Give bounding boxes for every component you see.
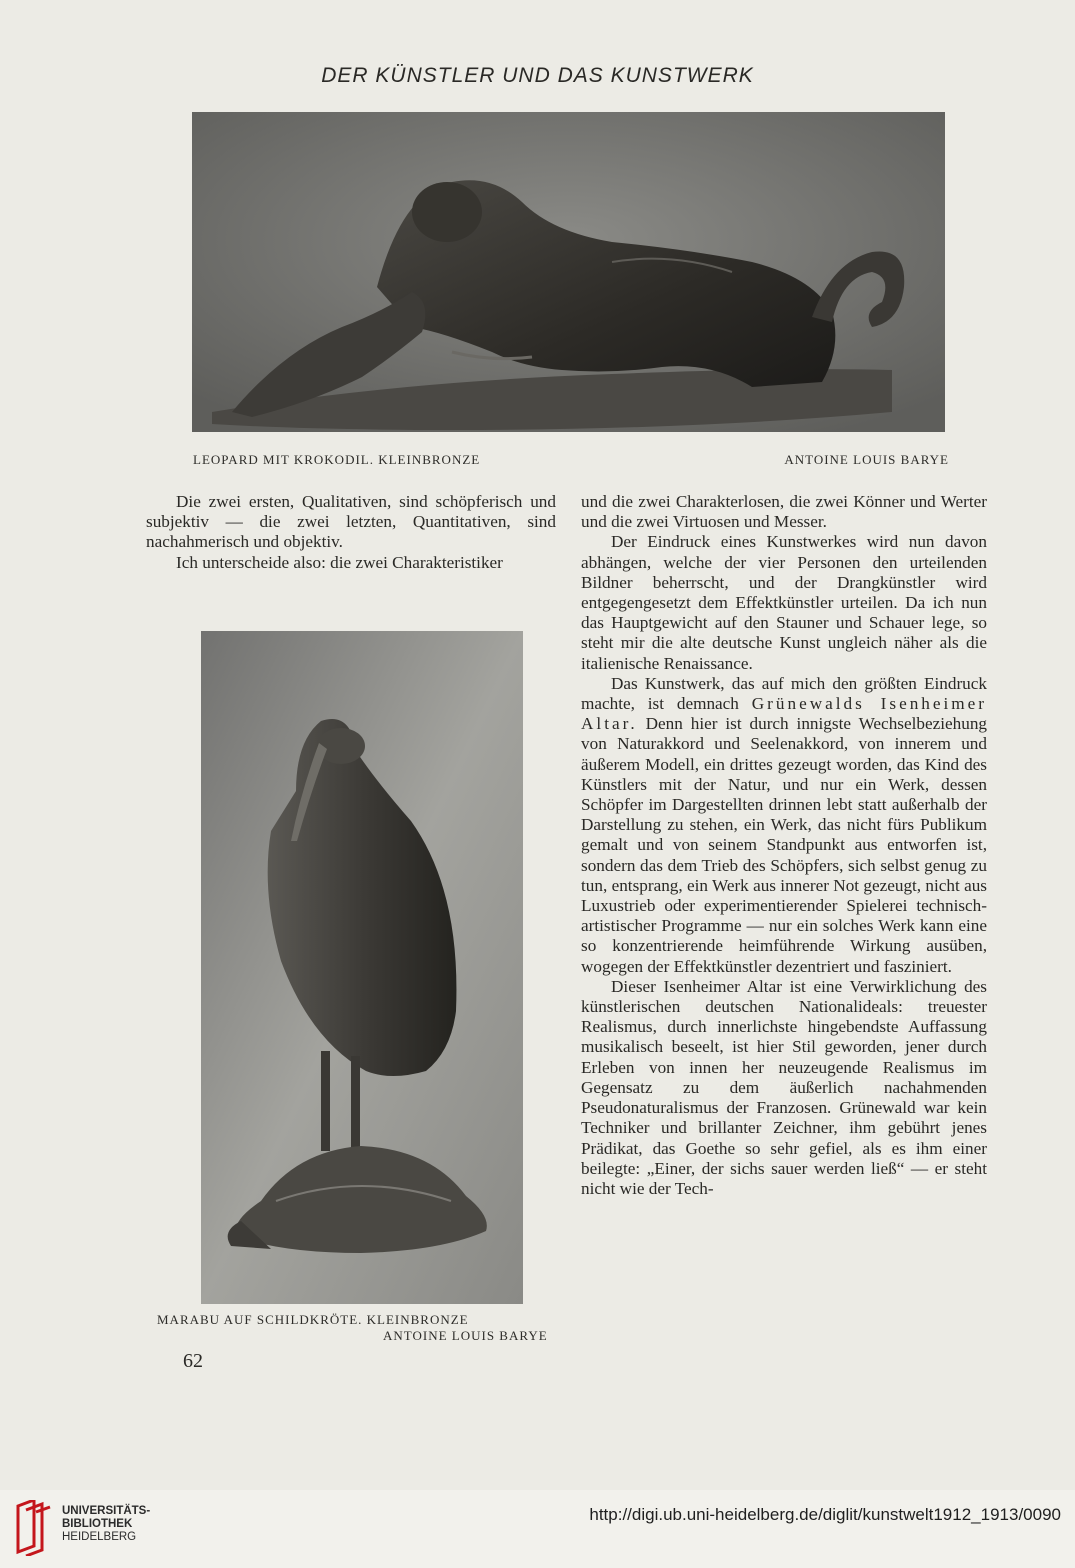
- right-paragraph-3: [581, 674, 987, 977]
- university-library-logo-icon: [14, 1500, 54, 1556]
- right-text-column: [581, 492, 987, 1199]
- library-name-line-2: BIBLIOTHEK: [62, 1518, 133, 1530]
- right-paragraph-3-rest: Denn hier ist durch innigste Wechselbeziehung von Naturakkord und Seelenakkord, von innerem und äußerem Modell, ein drittes gezeugt worden, das Kind des Künstlers mit der Natur, und nur ein Werk, dessen Schöpfer im Dargestellten drinnen lebt statt außerhalb der Darstellung zu stehen, ein Werk, das nicht fürs Publikum gemalt und von seinem Standpunkt aus entworfen ist, sondern das dem Trieb des Schöpfers, sich selbst genug zu tun, entsprang, ein Werk aus innerer Not gezeugt, nicht aus Luxustrieb oder experimentierender Spielerei technisch-artistischer Programme — nur ein solches Werk kann eine so konzentrierende heimführende Wirkung ausüben, wogegen der Effektkünstler dezentriert und fasziniert.: [581, 714, 988, 976]
- marabou-tortoise-bronze-image: [201, 631, 523, 1304]
- footer-bar: [0, 1490, 1075, 1568]
- library-name-line-3: HEIDELBERG: [62, 1531, 137, 1543]
- caption-top-title: LEOPARD MIT KROKODIL. KLEINBRONZE: [193, 452, 481, 467]
- running-head: DER KÜNSTLER UND DAS KUNSTWERK: [321, 64, 754, 87]
- caption-left-artist: ANTOINE LOUIS BARYE: [383, 1328, 548, 1343]
- right-paragraph-4: Dieser Isenheimer Altar ist eine Verwirklichung des künstlerischen deutschen Nationalideals: treuester Realismus, durch innerlichste hingebendste Auffassung musikalisch beseelt, ist hier Stil geworden, jener durch Erleben von innen her neuzeugende Realismus im Gegensatz zu dem äußerlich nachahmenden Pseudonaturalismus der Franzosen. Grünewald war kein Techniker und brillanter Zeichner, ihm gebührt jenes Prädikat, das Goethe so sehr gefiel, als es ihm einer beilegte: „Einer, der sichs sauer werden ließ“ — er steht nicht wie der Tech-: [581, 976, 987, 1198]
- right-paragraph-3-start: Das Kunstwerk, das auf mich den größten Eindruck machte, ist demnach: [581, 673, 987, 714]
- left-text-column: [146, 492, 556, 573]
- right-paragraph-1: und die zwei Charakterlosen, die zwei Könner und Werter und die zwei Virtuosen und Messer.: [581, 492, 987, 532]
- emphasized-work-title: Grünewalds Isenheimer Altar.: [581, 694, 988, 734]
- library-name-line-1: UNIVERSITÄTS-: [62, 1505, 151, 1517]
- left-paragraph-1: Die zwei ersten, Qualitativen, sind schöpferisch und subjektiv — die zwei letzten, Quantitativen, sind nachahmerisch und objektiv.: [146, 492, 556, 552]
- caption-left-title: MARABU AUF SCHILDKRÖTE. KLEINBRONZE: [157, 1312, 469, 1327]
- photo-marabou-on-tortoise: [201, 631, 523, 1304]
- right-paragraph-2: Der Eindruck eines Kunstwerkes wird nun davon abhängen, welche der vier Personen den urteilenden Bildner beherrscht, und der Drangkünstler wird entgegengesetzt dem Effektkünstler urteilen. Da ich nun das Hauptgewicht auf den Stauner und Schauer lege, so steht mir die alte deutsche Kunst ungleich näher als die italienische Renaissance.: [581, 532, 987, 673]
- page-number: 62: [183, 1350, 203, 1372]
- photo-leopard-with-crocodile: [192, 112, 945, 432]
- leopard-crocodile-bronze-image: [192, 112, 945, 432]
- library-name: [62, 1505, 150, 1544]
- source-url-link[interactable]: http://digi.ub.uni-heidelberg.de/diglit/kunstwelt1912_1913/0090: [589, 1505, 1061, 1524]
- caption-top-artist: ANTOINE LOUIS BARYE: [784, 452, 949, 467]
- left-paragraph-2: Ich unterscheide also: die zwei Charakteristiker: [176, 552, 503, 572]
